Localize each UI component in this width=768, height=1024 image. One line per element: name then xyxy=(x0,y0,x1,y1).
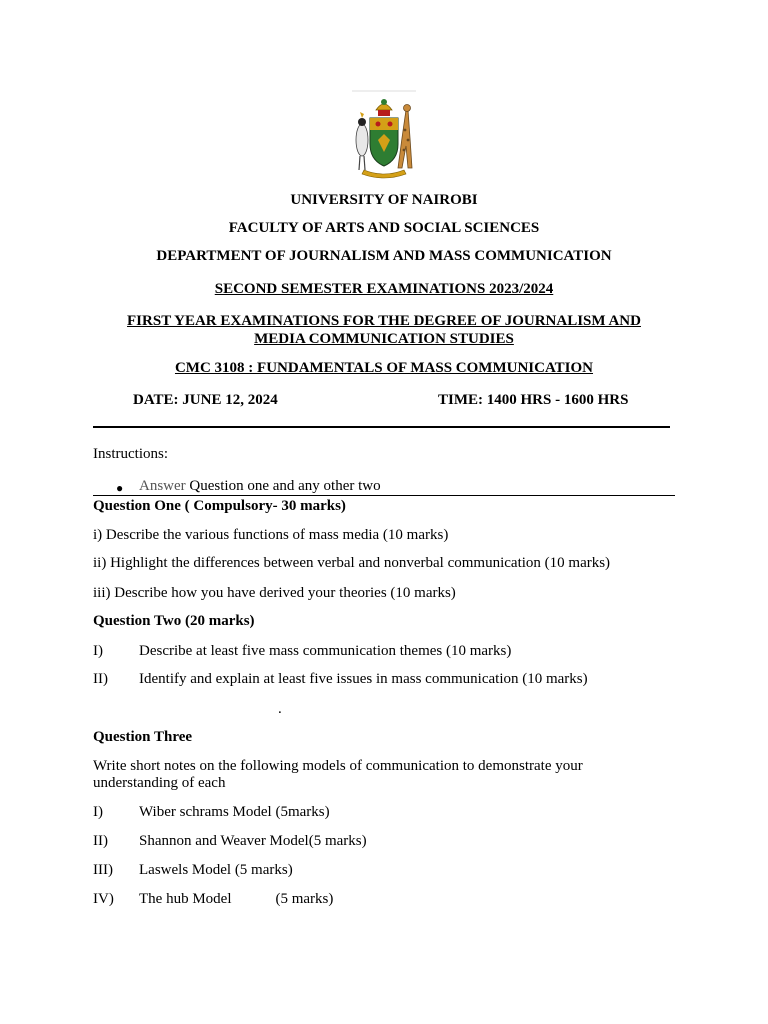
question-three-item-text: Shannon and Weaver Model(5 marks) xyxy=(139,833,367,849)
crest-giraffe-supporter xyxy=(398,105,412,169)
question-two-title: Question Two (20 marks) xyxy=(93,613,255,629)
question-three-item-text xyxy=(139,890,333,908)
degree-line-2: MEDIA COMMUNICATION STUDIES xyxy=(254,331,514,347)
exam-date: DATE: JUNE 12, 2024 xyxy=(133,392,278,408)
question-three-item-marks: (5 marks) xyxy=(275,891,334,907)
question-two-item-text: Describe at least five mass communication themes (10 marks) xyxy=(139,643,512,659)
instructions-divider xyxy=(93,495,675,496)
instructions-answer-word: Answer xyxy=(139,478,186,494)
question-three-intro-line-2: understanding of each xyxy=(93,775,226,791)
faculty-name: FACULTY OF ARTS AND SOCIAL SCIENCES xyxy=(228,220,540,236)
course-title: CMC 3108 : FUNDAMENTALS OF MASS COMMUNICATION xyxy=(174,360,594,376)
question-three-item-number: IV) xyxy=(93,891,114,907)
question-one-item: i) Describe the various functions of mass media (10 marks) xyxy=(93,527,449,543)
question-one-title: Question One ( Compulsory- 30 marks) xyxy=(93,498,346,514)
exam-time: TIME: 1400 HRS - 1600 HRS xyxy=(438,392,629,408)
question-three-item-text: Wiber schrams Model (5marks) xyxy=(139,804,330,820)
question-two-item-number: II) xyxy=(93,671,108,687)
question-three-title: Question Three xyxy=(93,729,193,745)
question-three-item-number: III) xyxy=(93,862,113,878)
question-two-item-text: Identify and explain at least five issues in mass communication (10 marks) xyxy=(139,671,588,687)
university-name: UNIVERSITY OF NAIROBI xyxy=(290,192,478,208)
crest-motto-ribbon xyxy=(362,170,406,178)
stray-dot: . xyxy=(278,701,282,717)
question-three-item-number: I) xyxy=(93,804,103,820)
crest-bird-supporter xyxy=(356,112,368,170)
semester-title: SECOND SEMESTER EXAMINATIONS 2023/2024 xyxy=(214,281,554,297)
instructions-label: Instructions: xyxy=(93,446,168,462)
university-crest-logo xyxy=(348,90,420,180)
question-two-item-number: I) xyxy=(93,643,103,659)
question-three-item-number: II) xyxy=(93,833,108,849)
question-three-item-text: Laswels Model (5 marks) xyxy=(139,862,293,878)
question-one-item: iii) Describe how you have derived your theories (10 marks) xyxy=(93,585,456,601)
question-three-item-label: The hub Model xyxy=(139,891,232,907)
instructions-bullet xyxy=(139,477,381,495)
instructions-bullet-text: Question one and any other two xyxy=(185,478,381,494)
crest-shield xyxy=(370,118,398,166)
crest-top xyxy=(376,99,392,116)
question-three-intro-line-1: Write short notes on the following models of communication to demonstrate your xyxy=(93,758,583,774)
degree-line-1: FIRST YEAR EXAMINATIONS FOR THE DEGREE OF JOURNALISM AND xyxy=(127,313,641,329)
bullet-dot-icon: ● xyxy=(116,481,124,495)
header-divider xyxy=(93,426,670,428)
question-one-item: ii) Highlight the differences between verbal and nonverbal communication (10 marks) xyxy=(93,555,611,571)
department-name: DEPARTMENT OF JOURNALISM AND MASS COMMUNICATION xyxy=(156,248,612,264)
